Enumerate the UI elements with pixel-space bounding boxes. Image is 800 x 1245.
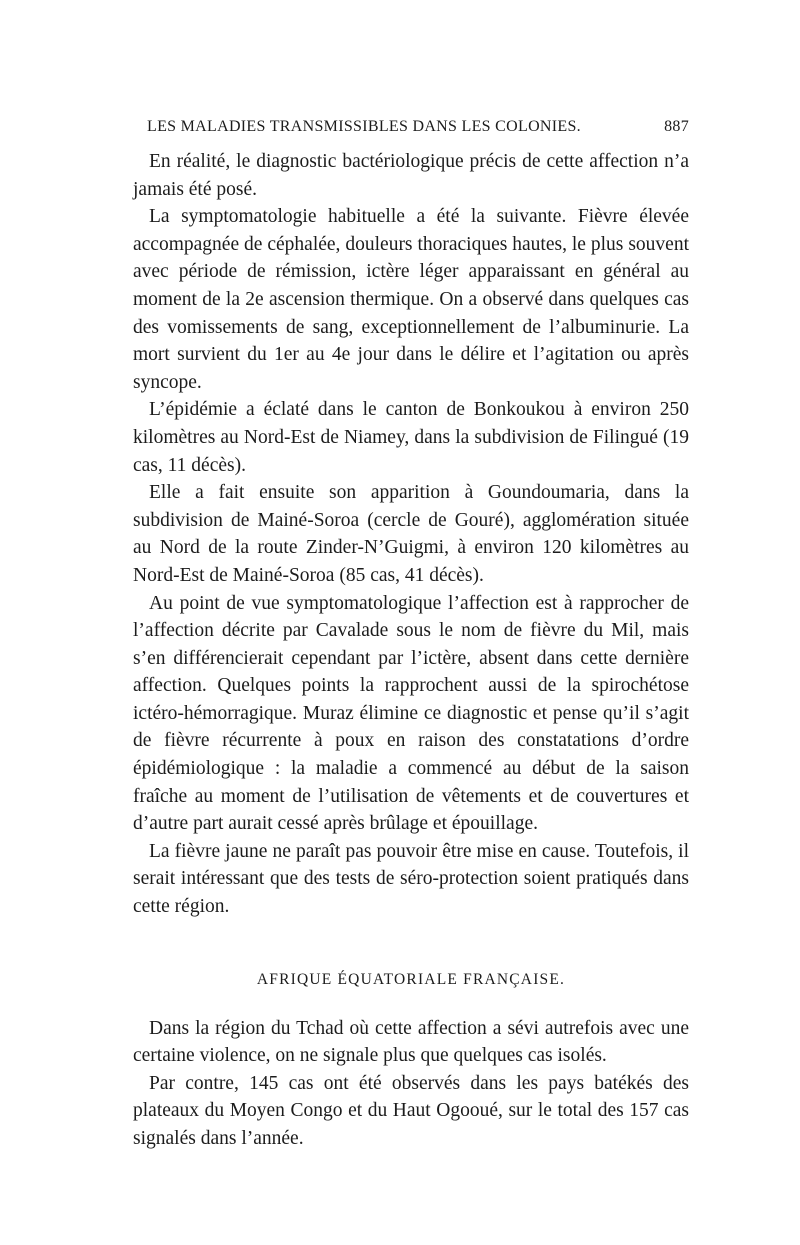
paragraph: La fièvre jaune ne paraît pas pouvoir être mise en cause. Toutefois, il serait intéressant que des tests de séro-protection soient pratiqués dans cette région. bbox=[133, 840, 689, 918]
paragraph: Elle a fait ensuite son apparition à Goundoumaria, dans la subdivision de Mainé-Soroa (cercle de Gouré), agglomération située au Nord de la route Zinder-N’Guigmi, à environ 120 kilomètres au Nord-Est de Mainé-Soroa (85 cas, 41 décès). bbox=[133, 482, 689, 586]
page-number: 887 bbox=[664, 118, 689, 135]
running-header bbox=[133, 118, 689, 144]
paragraph: En réalité, le diagnostic bactériologique précis de cette affection n’a jamais été posé. bbox=[133, 151, 689, 200]
document-page bbox=[133, 118, 689, 1153]
paragraph: La symptomatologie habituelle a été la suivante. Fièvre élevée accompagnée de céphalée, douleurs thoraciques hautes, le plus souvent avec période de rémission, ictère léger apparaissant en général au moment de la 2e ascension thermique. On a observé dans quelques cas des vomissements de sang, exceptionnellement de l’albuminurie. La mort survient du 1er au 4e jour dans le délire et l’agitation ou après syncope. bbox=[133, 206, 689, 393]
paragraph: L’épidémie a éclaté dans le canton de Bonkoukou à environ 250 kilomètres au Nord-Est de Niamey, dans la subdivision de Filingué (19 cas, 11 décès). bbox=[133, 399, 689, 476]
paragraph: Dans la région du Tchad où cette affection a sévi autrefois avec une certaine violence, on ne signale plus que quelques cas isolés. bbox=[133, 1017, 689, 1067]
section-body bbox=[133, 1015, 689, 1153]
section-heading: AFRIQUE ÉQUATORIALE FRANÇAISE. bbox=[256, 970, 566, 988]
paragraph: Par contre, 145 cas ont été observés dans les pays batékés des plateaux du Moyen Congo et du Haut Ogooué, sur le total des 157 cas signalés dans l’année. bbox=[133, 1072, 689, 1149]
body-text bbox=[133, 148, 689, 921]
running-title: LES MALADIES TRANSMISSIBLES DANS LES COLONIES. bbox=[147, 118, 581, 135]
paragraph: Au point de vue symptomatologique l’affection est à rapprocher de l’affection décrite par Cavalade sous le nom de fièvre du Mil, mais s’en différencierait cependant par l’ictère, absent dans cette dernière affection. Quelques points la rapprochent aussi de la spirochétose ictéro-hémorragique. Muraz élimine ce diagnostic et pense qu’il s’agit de fièvre récurrente à poux en raison des constatations d’ordre épidémiologique : la maladie a commencé au début de la saison fraîche au moment de l’utilisation de vêtements et de couvertures et d’autre part aurait cessé après brûlage et épouillage. bbox=[133, 592, 689, 835]
